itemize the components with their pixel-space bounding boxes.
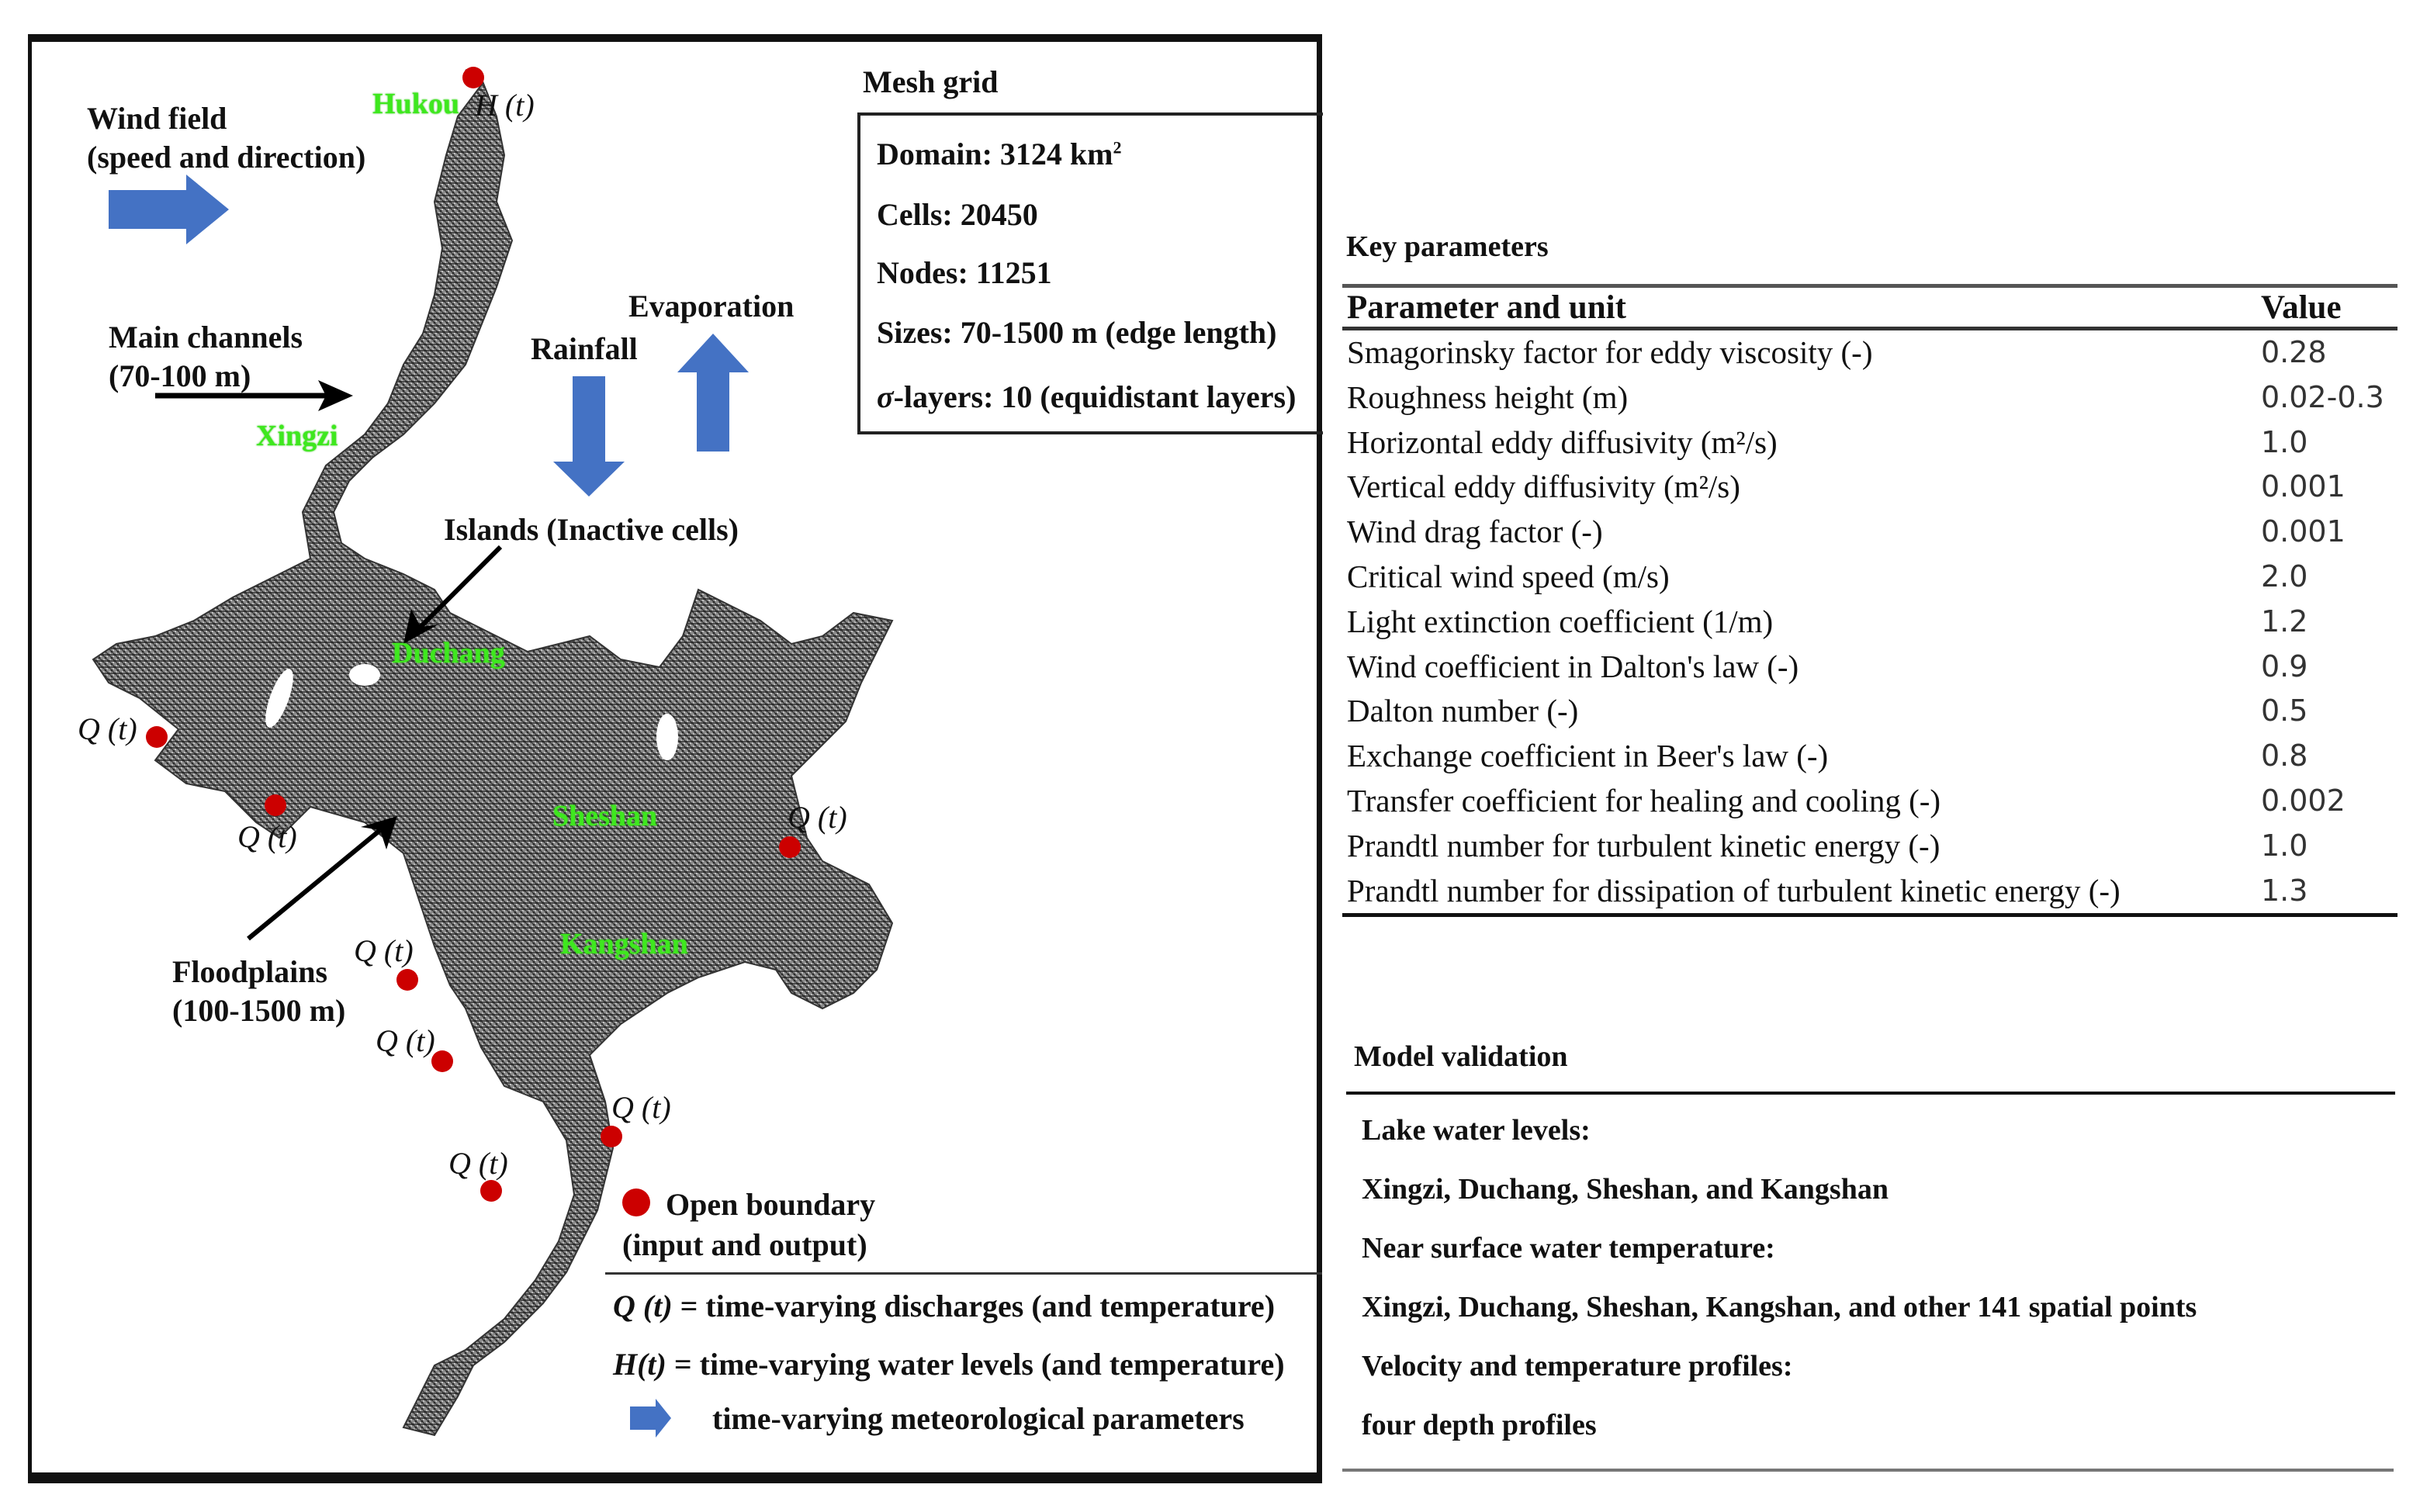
validation-detail-water-levels: Xingzi, Duchang, Sheshan, and Kangshan	[1362, 1173, 1889, 1206]
table-row	[1342, 645, 2397, 690]
boundary-label-q: Q (t)	[611, 1090, 671, 1125]
rainfall-label: Rainfall	[531, 331, 638, 366]
validation-heading-water-levels: Lake water levels:	[1362, 1114, 1591, 1147]
legend-q: Q (t) = time-varying discharges (and temperature)	[613, 1289, 1276, 1323]
parameter-name: Dalton number (-)	[1347, 693, 1579, 729]
parameter-value: 1.0	[2261, 828, 2308, 863]
model-validation-title: Model validation	[1354, 1040, 1568, 1073]
mesh-sigma-layers: σ-layers: 10 (equidistant layers)	[877, 379, 1297, 414]
table-row	[1342, 555, 2397, 600]
table-row	[1342, 779, 2397, 824]
open-boundary-dot	[480, 1180, 502, 1202]
parameter-value: 0.8	[2261, 739, 2308, 773]
table-row	[1342, 689, 2397, 734]
boundary-label-q: Q (t)	[788, 800, 847, 835]
evaporation-arrow-icon	[677, 334, 749, 452]
open-boundary-dot	[265, 794, 286, 816]
table-row	[1342, 465, 2397, 510]
open-boundary-sublabel: (input and output)	[622, 1227, 867, 1262]
model-validation-rule-top	[1346, 1092, 2395, 1095]
legend-h: H(t) = time-varying water levels (and temperature)	[613, 1347, 1285, 1382]
validation-heading-temperature: Near surface water temperature:	[1362, 1232, 1775, 1265]
key-parameters-body	[1342, 329, 2397, 915]
parameter-name: Prandtl number for dissipation of turbulent kinetic energy (-)	[1347, 872, 2121, 908]
parameter-value: 0.28	[2261, 335, 2327, 369]
parameter-name: Horizontal eddy diffusivity (m²/s)	[1347, 424, 1778, 460]
parameter-name: Exchange coefficient in Beer's law (-)	[1347, 738, 1829, 774]
station-label-duchang: Duchang	[392, 637, 505, 670]
boundary-label-q: Q (t)	[354, 933, 414, 968]
open-boundary-dot-hukou	[462, 67, 484, 88]
floodplains-label: Floodplains (100-1500 m)	[172, 954, 346, 1028]
parameter-name: Prandtl number for turbulent kinetic energy (-)	[1347, 827, 1941, 863]
legend-open-boundary-dot	[622, 1188, 650, 1216]
table-row	[1342, 420, 2397, 465]
parameter-value: 1.0	[2261, 424, 2308, 459]
table-row	[1342, 869, 2397, 915]
mesh-sizes: Sizes: 70-1500 m (edge length)	[877, 315, 1277, 350]
legend-arrow-icon	[630, 1399, 671, 1438]
parameter-name: Transfer coefficient for healing and cooling (-)	[1347, 782, 1941, 818]
wind-field-arrow-icon	[109, 175, 229, 244]
table-header-row	[1342, 286, 2397, 329]
boundary-label-q: Q (t)	[376, 1023, 435, 1058]
parameter-value: 0.002	[2261, 783, 2346, 818]
boundary-label-q: Q (t)	[448, 1146, 508, 1181]
column-header-parameter: Parameter and unit	[1342, 286, 2256, 329]
wind-field-label: Wind field (speed and direction)	[87, 101, 366, 175]
table-row	[1342, 824, 2397, 869]
parameter-value: 0.9	[2261, 649, 2308, 683]
model-validation-rule-bottom	[1342, 1469, 2394, 1472]
station-label-sheshan: Sheshan	[552, 800, 658, 832]
mesh-domain: Domain: 3124 $km^2$	[877, 137, 1122, 171]
parameter-name: Wind coefficient in Dalton's law (-)	[1347, 648, 1799, 684]
key-parameters-title: Key parameters	[1346, 230, 1549, 263]
parameter-value: 1.3	[2261, 873, 2308, 908]
parameter-value: 0.5	[2261, 694, 2308, 728]
table-row	[1342, 510, 2397, 555]
open-boundary-label: Open boundary	[666, 1187, 876, 1222]
parameter-value: 2.0	[2261, 559, 2308, 593]
parameter-name: Wind drag factor (-)	[1347, 514, 1603, 550]
parameter-name: Smagorinsky factor for eddy viscosity (-)	[1347, 334, 1873, 370]
boundary-label-q: Q (t)	[237, 819, 297, 854]
parameter-value: 0.02-0.3	[2261, 379, 2384, 414]
parameter-name: Vertical eddy diffusivity (m²/s)	[1347, 469, 1740, 505]
table-row	[1342, 734, 2397, 779]
table-row	[1342, 329, 2397, 375]
evaporation-label: Evaporation	[628, 289, 795, 324]
parameter-value: 0.001	[2261, 514, 2346, 549]
parameter-value: 0.001	[2261, 469, 2346, 504]
island	[349, 664, 380, 686]
islands-label: Islands (Inactive cells)	[444, 512, 739, 547]
station-label-hukou: Hukou	[372, 88, 459, 120]
station-label-xingzi: Xingzi	[256, 420, 338, 452]
mesh-cells: Cells: 20450	[877, 197, 1038, 232]
mesh-nodes: Nodes: 11251	[877, 255, 1052, 290]
legend-meteorological: time-varying meteorological parameters	[712, 1401, 1245, 1436]
parameter-name: Critical wind speed (m/s)	[1347, 558, 1670, 594]
rainfall-arrow-icon	[553, 376, 625, 497]
boundary-label-q: Q (t)	[78, 711, 137, 746]
table-row	[1342, 375, 2397, 420]
station-label-kangshan: Kangshan	[560, 928, 688, 960]
open-boundary-dot	[779, 836, 801, 858]
open-boundary-dot	[601, 1126, 622, 1147]
island	[656, 714, 678, 760]
table-row	[1342, 600, 2397, 645]
legend-divider	[605, 1272, 1322, 1275]
parameter-name: Light extinction coefficient (1/m)	[1347, 603, 1774, 639]
validation-detail-temperature: Xingzi, Duchang, Sheshan, Kangshan, and other 141 spatial points	[1362, 1291, 2197, 1323]
open-boundary-dot	[396, 969, 418, 991]
parameter-value: 1.2	[2261, 604, 2308, 638]
mesh-grid-title: Mesh grid	[863, 64, 999, 99]
parameter-name: Roughness height (m)	[1347, 379, 1629, 415]
validation-heading-profiles: Velocity and temperature profiles:	[1362, 1350, 1793, 1382]
validation-detail-profiles: four depth profiles	[1362, 1409, 1597, 1441]
column-header-value: Value	[2256, 286, 2397, 329]
boundary-label-h: H (t)	[475, 88, 535, 123]
open-boundary-dot	[146, 726, 168, 748]
key-parameters-table	[1342, 284, 2397, 917]
main-channels-label: Main channels (70-100 m)	[109, 320, 303, 393]
